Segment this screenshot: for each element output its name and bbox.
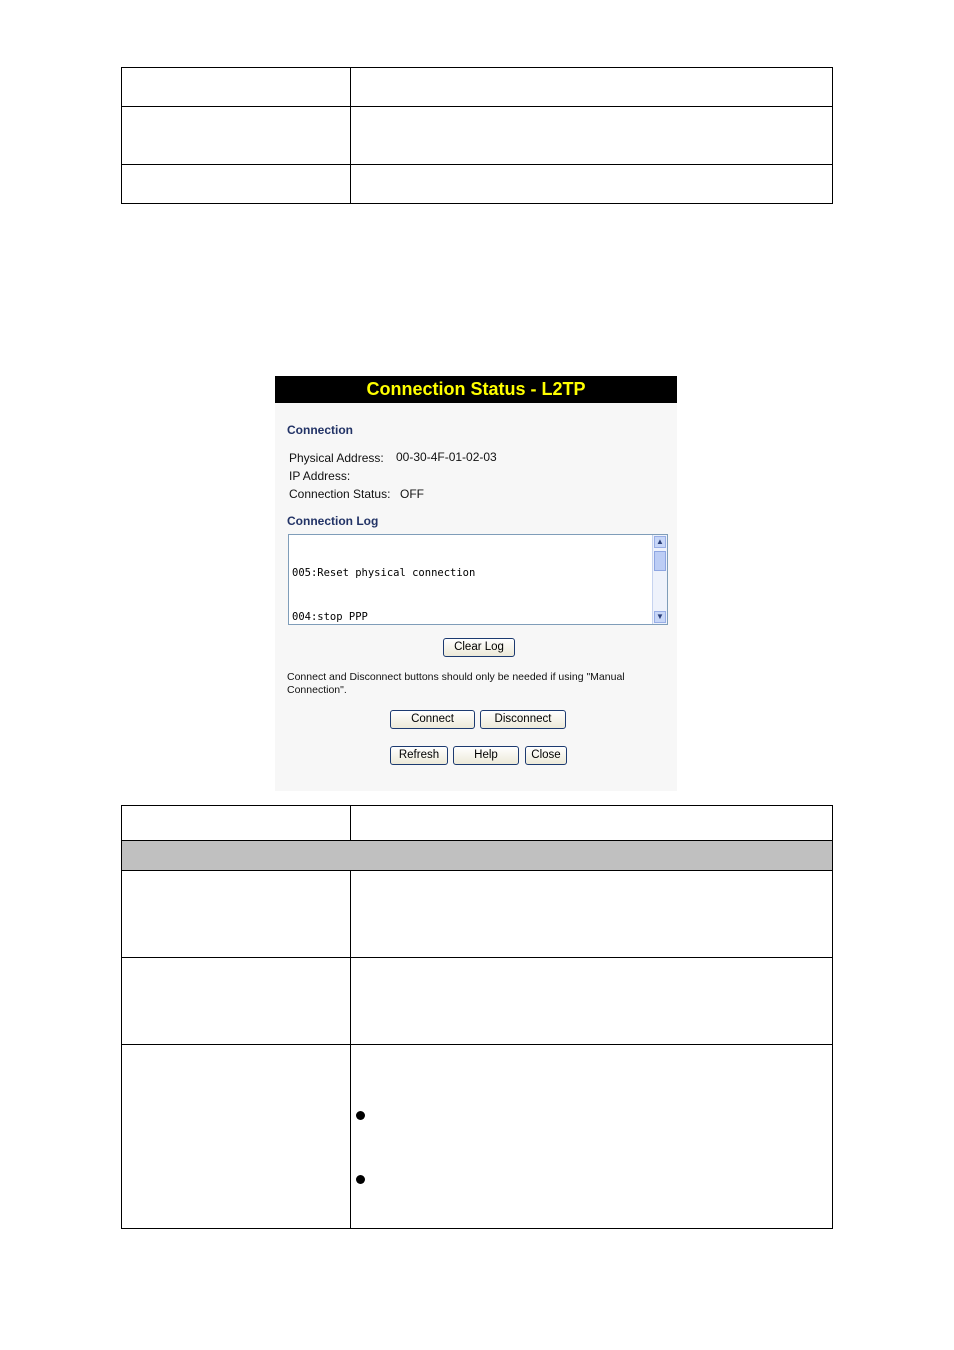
table-cell: [351, 871, 833, 958]
table-cell: [122, 1045, 351, 1229]
table-row: [122, 107, 833, 165]
section-header-row: [122, 841, 833, 871]
scroll-thumb[interactable]: [654, 551, 666, 571]
log-scrollbar[interactable]: [652, 535, 667, 624]
connection-log-heading: Connection Log: [287, 514, 379, 528]
log-lines: [292, 537, 507, 625]
table-cell: [351, 958, 833, 1045]
table-row: [122, 68, 833, 107]
table-row: [122, 165, 833, 204]
ip-address-label: IP Address:: [289, 469, 351, 483]
table-cell: [351, 107, 833, 165]
help-button[interactable]: Help: [453, 746, 519, 765]
bottom-table: [121, 805, 833, 1229]
table-cell: [122, 107, 351, 165]
connection-status-value: OFF: [400, 487, 424, 501]
connection-heading: Connection: [287, 423, 353, 437]
log-line: 005:Reset physical connection: [292, 567, 476, 579]
table-row: [122, 806, 833, 841]
table-cell: [122, 68, 351, 107]
table-row: [122, 871, 833, 958]
panel-title: Connection Status - L2TP: [275, 376, 677, 403]
physical-address-value: 00-30-4F-01-02-03: [396, 450, 497, 464]
section-header-cell: [122, 841, 833, 871]
table-cell: [122, 958, 351, 1045]
close-button[interactable]: Close: [525, 746, 567, 765]
table-cell: [122, 871, 351, 958]
table-cell: [351, 1045, 833, 1229]
table-cell: [122, 806, 351, 841]
physical-address-label: Physical Address:: [289, 451, 384, 465]
connection-log-textarea[interactable]: [288, 534, 668, 625]
clear-log-button[interactable]: Clear Log: [443, 638, 515, 657]
table-cell: [351, 165, 833, 204]
table-cell: [351, 68, 833, 107]
table-cell: [351, 806, 833, 841]
bullet-icon: [356, 1175, 365, 1184]
connection-status-panel: [275, 376, 677, 791]
connect-button[interactable]: Connect: [390, 710, 475, 729]
manual-connection-note: Connect and Disconnect buttons should only be needed if using "Manual Connection".: [287, 671, 625, 696]
top-table: [121, 67, 833, 204]
connection-status-label: Connection Status:: [289, 487, 391, 501]
refresh-button[interactable]: Refresh: [390, 746, 448, 765]
scroll-up-icon[interactable]: ▲: [654, 536, 666, 548]
table-row: [122, 1045, 833, 1229]
disconnect-button[interactable]: Disconnect: [480, 710, 566, 729]
table-cell: [122, 165, 351, 204]
log-line: 004:stop PPP: [292, 610, 368, 623]
bullet-icon: [356, 1111, 365, 1120]
scroll-down-icon[interactable]: ▼: [654, 611, 666, 623]
table-row: [122, 958, 833, 1045]
